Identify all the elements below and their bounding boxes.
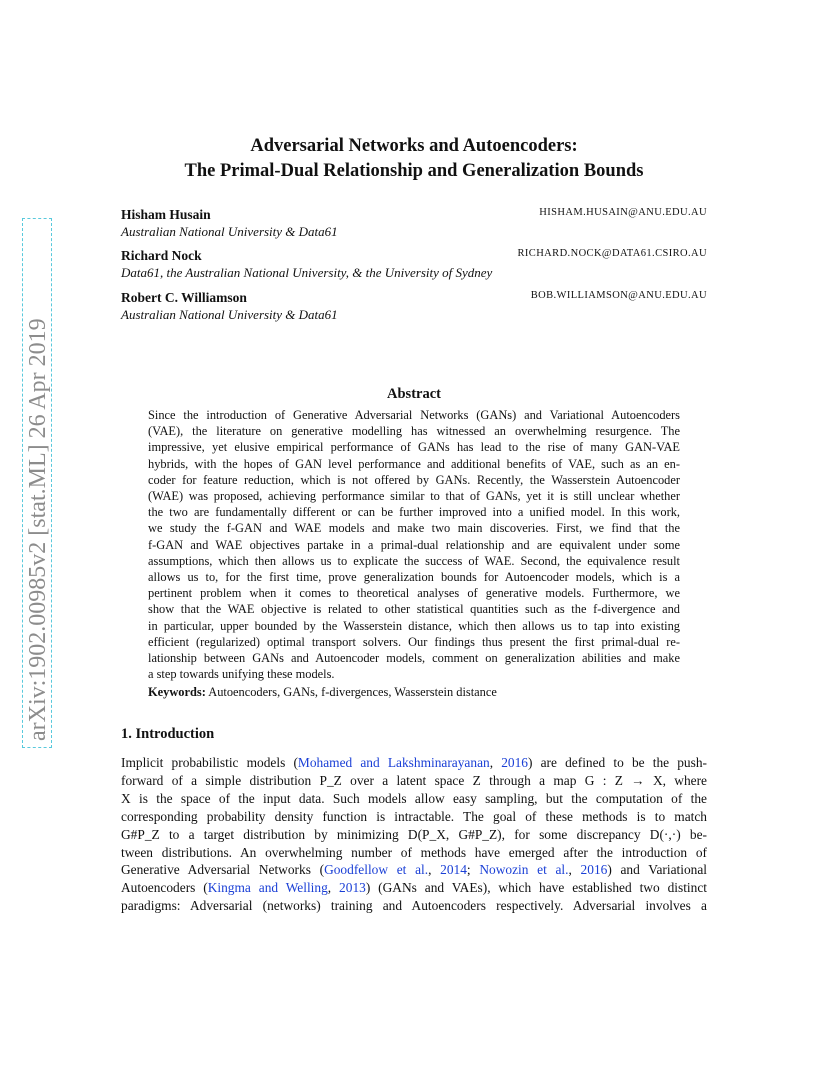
- keywords-label: Keywords:: [148, 685, 206, 699]
- abstract-line: Since the introduction of Generative Adversarial Networks (GANs) and Variational Autoencoders: [148, 408, 680, 422]
- intro-line: [121, 844, 707, 862]
- keywords-text: Autoencoders, GANs, f-divergences, Wasserstein distance: [208, 685, 497, 699]
- abstract-line: efficient (regularized) optimal transport solvers. Our findings thus present the first primal-dual re-: [148, 634, 680, 649]
- intro-text-run: ) are defined to be the push-: [528, 755, 707, 770]
- abstract-text: [148, 407, 680, 682]
- intro-line: [121, 826, 707, 844]
- intro-line: [121, 790, 707, 808]
- intro-text-run: paradigms: Adversarial (networks) training and Autoencoders respectively. Adversarial involves a: [121, 898, 707, 914]
- abstract-line: in particular, upper bounded by the Wasserstein distance, which then allows us to tap into existing: [148, 618, 680, 633]
- citation-link[interactable]: 2016: [501, 755, 528, 770]
- abstract-line: (VAE), the literature on generative modelling has witnessed an overwhelming resurgence. The: [148, 424, 680, 439]
- intro-text-run: ,: [428, 862, 441, 878]
- author-affiliation: Data61, the Australian National University, & the University of Sydney: [121, 265, 493, 280]
- author-name: Robert C. Williamson: [121, 290, 247, 305]
- abstract-line: the two are fundamentally different or can be further improved into a unified model. In this work,: [148, 505, 680, 520]
- abstract-line: a step towards unifying these models.: [148, 667, 335, 682]
- intro-line: [121, 808, 707, 826]
- citation-link[interactable]: 2016: [580, 862, 608, 878]
- citation-link[interactable]: Goodfellow et al.: [324, 862, 429, 878]
- intro-text-run: ;: [466, 862, 480, 878]
- citation-link[interactable]: Mohamed and Lakshminarayanan: [297, 755, 490, 770]
- intro-text-run: ,: [489, 755, 502, 770]
- intro-text-run: G#P_Z to a target distribution by minimizing D(P_X, G#P_Z), for some discrepancy D(·,·) be-: [121, 826, 707, 842]
- intro-line: [121, 879, 707, 897]
- keywords-line: [148, 685, 497, 700]
- citation-link[interactable]: 2014: [440, 862, 467, 878]
- paper-title-line-2: The Primal-Dual Relationship and Generalization Bounds: [184, 161, 644, 181]
- abstract-line: we study the f-GAN and WAE models and make two main discoveries. First, we find that the: [148, 521, 680, 536]
- intro-line: [121, 861, 707, 879]
- intro-text-run: ) and Variational: [607, 862, 708, 878]
- intro-text-run: X is the space of the input data. Such models allow easy sampling, but the computation of the: [121, 790, 707, 806]
- citation-link[interactable]: Nowozin et al.: [479, 862, 569, 878]
- intro-text-run: Autoencoders (: [121, 880, 208, 896]
- abstract-heading: Abstract: [387, 386, 441, 402]
- intro-text-run: forward of a simple distribution P_Z over a latent space Z through a map G : Z → X, where: [121, 772, 707, 788]
- author-email[interactable]: HISHAM.HUSAIN@ANU.EDU.AU: [539, 207, 707, 218]
- abstract-line: impressive, yet elusive empirical performance of GANs has lead to the rise of many GAN-VAE: [148, 440, 680, 455]
- intro-text-run: ) (GANs and VAEs), which have established two distinct: [365, 880, 707, 896]
- arxiv-identifier-stamp: arXiv:1902.00985v2 [stat.ML] 26 Apr 2019: [22, 218, 52, 748]
- abstract-line: pertinent problem when it comes to theoretical analyses of generative models. Furthermore, we: [148, 586, 680, 601]
- author-name: Richard Nock: [121, 248, 202, 263]
- paper-title-line-1: Adversarial Networks and Autoencoders:: [250, 136, 578, 156]
- abstract-line: coder for feature reduction, which is not offered by GANs. Recently, the Wasserstein Autoencoder: [148, 472, 680, 487]
- intro-line: [121, 897, 707, 915]
- citation-link[interactable]: Kingma and Welling: [207, 880, 328, 896]
- abstract-line: f-GAN and WAE objectives partake in a primal-dual relationship and are equivalent under some: [148, 537, 680, 552]
- intro-text-run: tween distributions. An overwhelming number of methods have emerged after the introduction of: [121, 844, 707, 860]
- introduction-text: [121, 754, 707, 915]
- author-email[interactable]: BOB.WILLIAMSON@ANU.EDU.AU: [530, 290, 707, 301]
- author-name: Hisham Husain: [121, 207, 211, 222]
- intro-text-run: ,: [327, 880, 340, 896]
- citation-link[interactable]: 2013: [339, 880, 366, 896]
- abstract-line: lationship between GANs and Autoencoder models, comment on generalization abilities and make: [148, 651, 680, 666]
- intro-text-run: corresponding probability density function is intractable. The goal of these methods is to match: [121, 808, 707, 824]
- intro-line: [121, 772, 707, 790]
- intro-line: [121, 754, 707, 772]
- author-block-2: [121, 247, 707, 281]
- intro-text-run: Generative Adversarial Networks (: [121, 862, 325, 878]
- section-heading-introduction: 1. Introduction: [121, 726, 215, 742]
- author-block-3: [121, 289, 707, 323]
- abstract-line: assumptions, which then allows us to explicate the success of WAE. Second, the equivalence result: [148, 553, 680, 568]
- author-affiliation: Australian National University & Data61: [121, 307, 338, 322]
- intro-text-run: Implicit probabilistic models (: [121, 755, 298, 770]
- abstract-line: show that the WAE objective is related to other statistical quantities such as the f-divergence and: [148, 602, 680, 617]
- intro-text-run: ,: [568, 862, 581, 878]
- abstract-line: (WAE) was proposed, achieving performance similar to that of GANs, yet it is still unclear whether: [148, 489, 680, 504]
- author-email[interactable]: RICHARD.NOCK@DATA61.CSIRO.AU: [517, 248, 707, 259]
- abstract-line: allows us to, for the first time, prove generalization bounds for Autoencoder models, which is a: [148, 570, 680, 585]
- abstract-line: hybrids, with the hopes of GAN level performance and additional benefits of VAE, such as an en-: [148, 456, 680, 471]
- author-affiliation: Australian National University & Data61: [121, 224, 338, 239]
- author-block-1: [121, 206, 707, 240]
